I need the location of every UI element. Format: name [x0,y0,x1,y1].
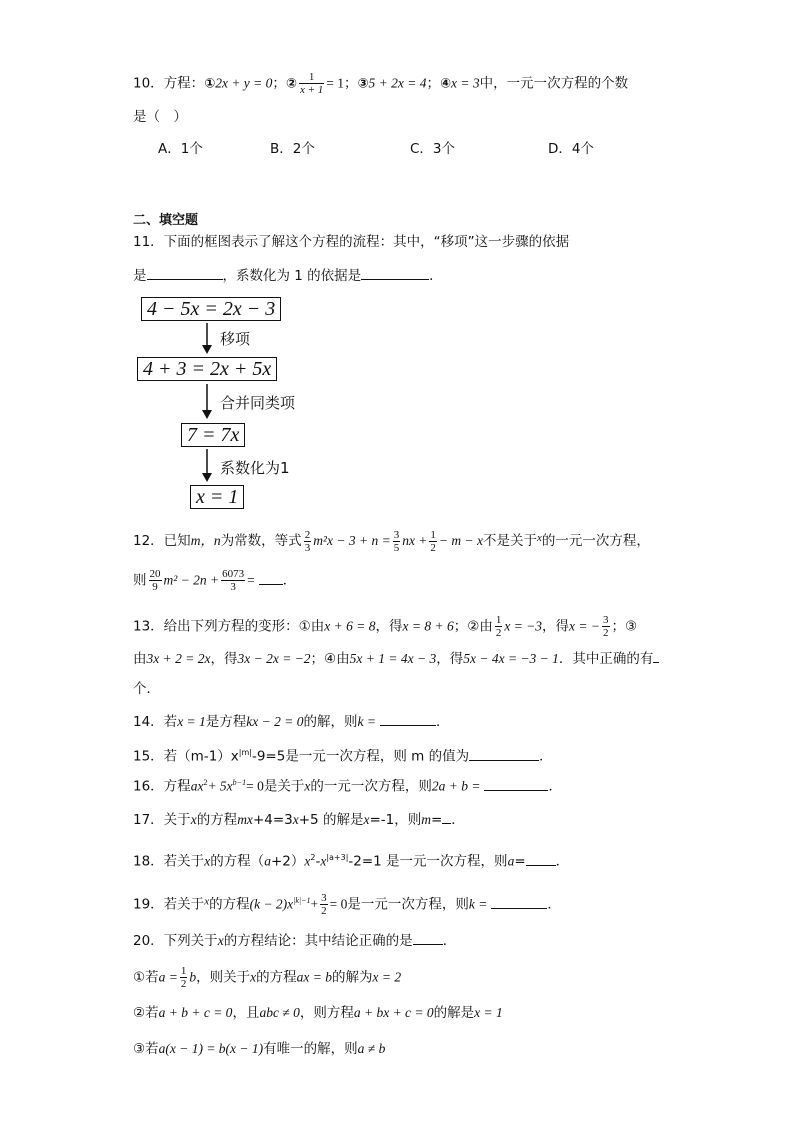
flow-arrow-2 [200,384,214,420]
question-12: 12．已知m，n为常数，等式 $\frac{2}{3}$ m²x − 3 + n = $\frac{3}{5}$ nx + $\frac{1}{2}$ − m − x不是关于$^x$的一元一次方程， [133,528,650,554]
question-13-line3: 个． [133,681,160,697]
equation-3: 5 + 2x = 4 [368,75,427,91]
answer-blank[interactable] [442,809,451,824]
option-b: B．2个 [270,141,315,157]
answer-blank[interactable] [653,648,659,663]
flow-label-2: 合并同类项 [220,394,296,412]
question-15: 15．若$(m-1)x^{|m|}-9=5$是一元一次方程，则 m 的值为 ． [133,743,553,767]
question-11-line2: 是 ，系数化为 1 的依据是 ． [133,265,443,286]
answer-blank[interactable] [259,570,283,585]
section-title: 二、填空题 [133,213,199,228]
answer-blank[interactable] [380,711,436,726]
question-19: 19．若关于$^x$的方程$(k - 2)x^{|k|-1}+$ $\frac{3}{2}$ = 0是一元一次方程，则k = ． [133,892,561,917]
flow-box-4: x = 1 [190,485,244,509]
answer-blank[interactable] [484,776,548,791]
flow-box-1: 4 − 5x = 2x − 3 [141,297,281,321]
answer-blank[interactable] [147,265,223,280]
statement-2: ②若a + b + c = 0，且abc ≠ 0，则方程a + bx + c = 0的解是x = 1 [133,1005,503,1021]
fraction: $\frac{1}{x + 1}$ [299,71,324,96]
option-c: C．3个 [410,141,456,157]
question-13-line2: 由3x + 2 = 2x，得3x − 2x = −2；④由5x + 1 = 4x − 3，得5x − 4x = −3 − 1．其中正确的有 [133,648,659,669]
statement-1: ①若a = $\frac{1}{2}$ b，则关于x的方程ax = b的解为x = 2 [133,965,402,990]
answer-blank[interactable] [469,746,539,761]
option-d: D．4个 [548,141,594,157]
question-16: 16．方程$ax^2+ 5x^{b-1}= 0$是关于x的一元一次方程，则2a + b = ． [133,773,562,797]
question-20: 20．下列关于x的方程结论：其中结论正确的是 ． [133,930,456,951]
flow-arrow-1 [200,323,214,355]
flow-label-1: 移项 [220,330,251,348]
flow-label-3: 系数化为1 [220,459,290,477]
question-14: 14．若x = 1是方程kx − 2 = 0的解，则k = ． [133,711,450,732]
question-13: 13．给出下列方程的变形：①由x + 6 = 8，得x = 8 + 6；②由 $\frac{1}{2}$ x = −3，得x = − $\frac{3}{2}$ ；③ [133,614,638,639]
equation-1: 2x + y = 0 [215,75,273,91]
equation-4: x = 3 [451,75,480,91]
answer-blank[interactable] [491,894,547,909]
question-10-line2: 是（ ） [133,109,187,125]
statement-3: ③若a(x − 1) = b(x − 1)有唯一的解，则a ≠ b [133,1041,386,1057]
answer-blank[interactable] [413,930,443,945]
option-a: A．1个 [158,141,203,157]
question-12-line2: 则 $\frac{20}{9}$ m² − 2n + $\frac{6073}{3}$ = ． [133,568,297,593]
question-11: 11．下面的框图表示了解这个方程的流程：其中，“移项”这一步骤的依据 [133,234,570,250]
answer-blank[interactable] [361,265,429,280]
question-17: 17．关于x的方程mx+4=3x+5 的解是x=-1，则m= ． [133,809,465,830]
flow-arrow-3 [200,449,214,483]
question-18: 18．若关于x的方程$(a+2)x^2-x^{|a+3|}-2=1$ 是一元一次方程，则a= ． [133,848,569,872]
flow-box-2: 4 + 3 = 2x + 5x [137,357,277,381]
question-10: 10．方程：①2x + y = 0；② $\frac{1}{x + 1}$ = 1；③5 + 2x = 4；④x = 3中，一元一次方程的个数 [133,71,629,96]
answer-blank[interactable] [526,851,556,866]
flow-box-3: 7 = 7x [181,423,245,447]
